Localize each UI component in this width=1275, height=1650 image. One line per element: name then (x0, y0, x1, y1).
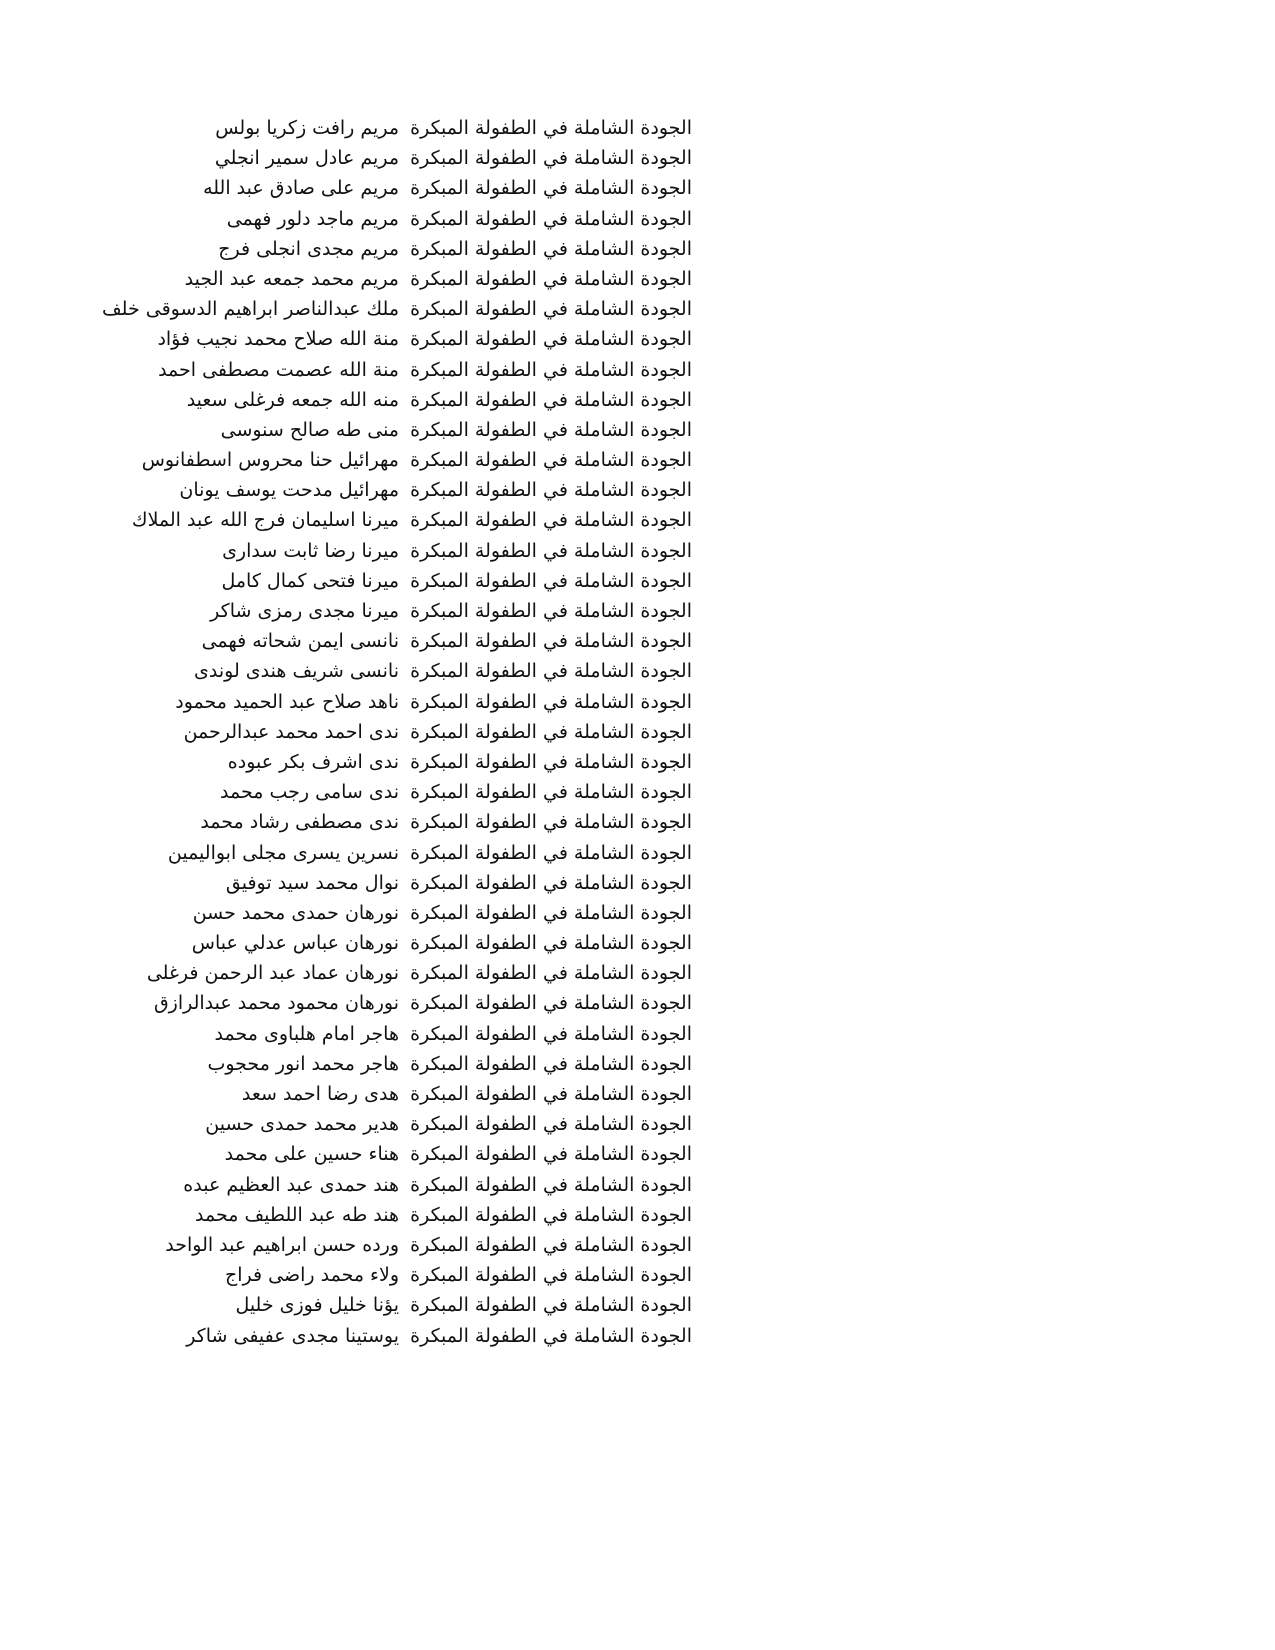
list-item (80, 475, 692, 505)
course-name: الجودة الشاملة في الطفولة المبكرة (410, 992, 692, 1015)
student-name: هاجر محمد انور محجوب (207, 1052, 399, 1075)
course-name: الجودة الشاملة في الطفولة المبكرة (410, 1203, 692, 1226)
list-item (80, 1049, 692, 1079)
list-item (80, 717, 692, 747)
list-item (80, 324, 692, 354)
course-name: الجودة الشاملة في الطفولة المبكرة (410, 1083, 692, 1105)
student-name: ورده حسن ابراهيم عبد الواحد (165, 1233, 399, 1256)
student-name: ميرنا رضا ثابت سدارى (222, 539, 399, 562)
student-name: هند طه عبد اللطيف محمد (195, 1203, 399, 1226)
course-name: الجودة الشاملة في الطفولة المبكرة (410, 781, 692, 804)
list-item (80, 1170, 692, 1200)
list-item (80, 1079, 692, 1109)
student-name: ندى مصطفى رشاد محمد (200, 811, 399, 834)
student-name: هدير محمد حمدى حسين (205, 1113, 399, 1136)
student-name: نانسى ايمن شحاته فهمى (201, 630, 399, 653)
list-item (80, 687, 692, 717)
list-item (80, 143, 692, 173)
student-name: مهرائيل مدحت يوسف يونان (179, 479, 399, 502)
list-item (80, 1200, 692, 1230)
course-name: الجودة الشاملة في الطفولة المبكرة (410, 660, 692, 683)
course-name: الجودة الشاملة في الطفولة المبكرة (410, 901, 692, 924)
list-item (80, 204, 692, 234)
course-name: الجودة الشاملة في الطفولة المبكرة (410, 237, 692, 260)
list-item (80, 928, 692, 958)
student-name: ناهد صلاح عبد الحميد محمود (175, 690, 399, 713)
course-name: الجودة الشاملة في الطفولة المبكرة (410, 328, 692, 351)
course-name: الجودة الشاملة في الطفولة المبكرة (410, 298, 692, 321)
course-name: الجودة الشاملة في الطفولة المبكرة (410, 418, 692, 441)
course-name: الجودة الشاملة في الطفولة المبكرة (410, 539, 692, 562)
student-name: هناء حسين على محمد (224, 1143, 399, 1166)
student-name: منى طه صالح سنوسى (220, 418, 399, 441)
student-name: ملك عبدالناصر ابراهيم الدسوقى خلف (101, 298, 399, 321)
list-item (80, 898, 692, 928)
student-name: نورهان عباس عدلي عباس (191, 932, 399, 955)
list-item (80, 988, 692, 1018)
list-item (80, 113, 692, 143)
list-item (80, 1230, 692, 1260)
course-name: الجودة الشاملة في الطفولة المبكرة (410, 962, 692, 985)
student-name: مريم رافت زكريا بولس (215, 117, 399, 139)
student-name: ولاء محمد راضى فراج (225, 1264, 399, 1287)
student-name: ميرنا فتحى كمال كامل (221, 569, 399, 592)
course-name: الجودة الشاملة في الطفولة المبكرة (410, 207, 692, 230)
list-item (80, 656, 692, 686)
list-item (80, 234, 692, 264)
list-item (80, 1260, 692, 1290)
course-name: الجودة الشاملة في الطفولة المبكرة (410, 117, 692, 139)
course-name: الجودة الشاملة في الطفولة المبكرة (410, 509, 692, 532)
course-name: الجودة الشاملة في الطفولة المبكرة (410, 177, 692, 200)
list-item (80, 1019, 692, 1049)
course-name: الجودة الشاملة في الطفولة المبكرة (410, 871, 692, 894)
student-name: مهرائيل حنا محروس اسطفانوس (141, 449, 399, 472)
course-name: الجودة الشاملة في الطفولة المبكرة (410, 147, 692, 170)
student-name: يوستينا مجدى عفيفى شاكر (186, 1324, 399, 1347)
course-name: الجودة الشاملة في الطفولة المبكرة (410, 569, 692, 592)
list-item (80, 415, 692, 445)
list-item (80, 505, 692, 535)
course-name: الجودة الشاملة في الطفولة المبكرة (410, 1113, 692, 1136)
course-name: الجودة الشاملة في الطفولة المبكرة (410, 1233, 692, 1256)
student-name: مريم محمد جمعه عبد الجيد (184, 267, 399, 290)
list-item (80, 1290, 692, 1320)
list-item (80, 958, 692, 988)
student-name: نانسى شريف هندى لوندى (194, 660, 399, 683)
student-name: نورهان حمدى محمد حسن (192, 901, 399, 924)
list-item (80, 264, 692, 294)
course-name: الجودة الشاملة في الطفولة المبكرة (410, 358, 692, 381)
student-name: نورهان عماد عبد الرحمن فرغلى (146, 962, 399, 985)
student-name: ندى سامى رجب محمد (220, 781, 399, 804)
list-item (80, 1321, 692, 1351)
student-name: هاجر امام هلباوى محمد (214, 1022, 399, 1045)
student-name: ندى احمد محمد عبدالرحمن (183, 720, 399, 743)
course-name: الجودة الشاملة في الطفولة المبكرة (410, 1143, 692, 1166)
course-name: الجودة الشاملة في الطفولة المبكرة (410, 388, 692, 411)
course-name: الجودة الشاملة في الطفولة المبكرة (410, 449, 692, 472)
list-item (80, 596, 692, 626)
course-name: الجودة الشاملة في الطفولة المبكرة (410, 690, 692, 713)
course-name: الجودة الشاملة في الطفولة المبكرة (410, 720, 692, 743)
student-name: منه الله جمعه فرغلى سعيد (186, 388, 399, 411)
student-name: نسرين يسرى مجلى ابواليمين (167, 841, 399, 864)
student-name: مريم عادل سمير انجلي (214, 147, 399, 170)
student-name: ميرنا اسليمان فرج الله عبد الملاك (131, 509, 399, 532)
student-name: منة الله عصمت مصطفى احمد (158, 358, 399, 381)
list-item (80, 807, 692, 837)
list-item (80, 566, 692, 596)
student-name: يؤنا خليل فوزى خليل (235, 1294, 399, 1317)
course-name: الجودة الشاملة في الطفولة المبكرة (410, 267, 692, 290)
list-item (80, 1139, 692, 1169)
list-item (80, 1109, 692, 1139)
student-name: ندى اشرف بكر عبوده (227, 750, 399, 773)
list-item (80, 626, 692, 656)
list-item (80, 445, 692, 475)
list-item (80, 777, 692, 807)
course-name: الجودة الشاملة في الطفولة المبكرة (410, 1173, 692, 1196)
course-name: الجودة الشاملة في الطفولة المبكرة (410, 932, 692, 955)
student-name: هدى رضا احمد سعد (241, 1083, 399, 1105)
student-list (80, 113, 692, 1351)
list-item (80, 868, 692, 898)
course-name: الجودة الشاملة في الطفولة المبكرة (410, 1294, 692, 1317)
course-name: الجودة الشاملة في الطفولة المبكرة (410, 811, 692, 834)
list-item (80, 747, 692, 777)
student-name: هند حمدى عبد العظيم عبده (183, 1173, 399, 1196)
list-item (80, 385, 692, 415)
student-name: مريم على صادق عبد الله (203, 177, 399, 200)
student-name: مريم مجدى انجلى فرج (218, 237, 399, 260)
list-item (80, 173, 692, 203)
course-name: الجودة الشاملة في الطفولة المبكرة (410, 1052, 692, 1075)
course-name: الجودة الشاملة في الطفولة المبكرة (410, 630, 692, 653)
course-name: الجودة الشاملة في الطفولة المبكرة (410, 600, 692, 622)
course-name: الجودة الشاملة في الطفولة المبكرة (410, 479, 692, 502)
student-name: منة الله صلاح محمد نجيب فؤاد (157, 328, 399, 351)
course-name: الجودة الشاملة في الطفولة المبكرة (410, 750, 692, 773)
student-name: مريم ماجد دلور فهمى (226, 207, 399, 230)
student-name: نورهان محمود محمد عبدالرازق (153, 992, 399, 1015)
list-item (80, 294, 692, 324)
list-item (80, 355, 692, 385)
student-name: نوال محمد سيد توفيق (225, 871, 399, 894)
course-name: الجودة الشاملة في الطفولة المبكرة (410, 1264, 692, 1287)
course-name: الجودة الشاملة في الطفولة المبكرة (410, 1324, 692, 1347)
list-item (80, 536, 692, 566)
course-name: الجودة الشاملة في الطفولة المبكرة (410, 1022, 692, 1045)
list-item (80, 838, 692, 868)
student-name: ميرنا مجدى رمزى شاكر (210, 600, 399, 622)
course-name: الجودة الشاملة في الطفولة المبكرة (410, 841, 692, 864)
